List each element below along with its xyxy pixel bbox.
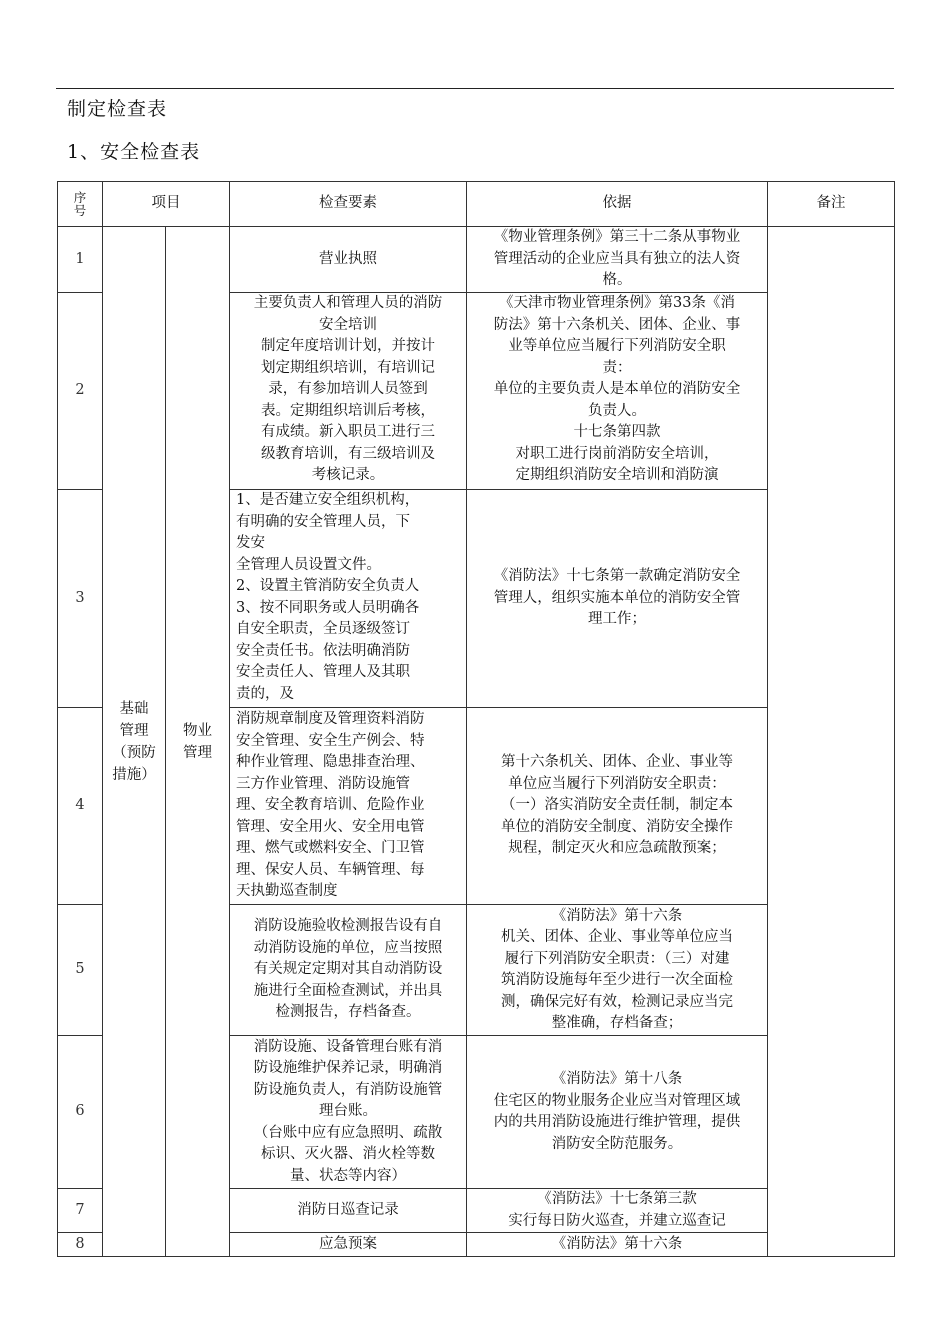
row-number: 1: [58, 227, 103, 293]
check-element: 消防日巡查记录: [230, 1189, 467, 1233]
basis-text: 《消防法》十七条第一款确定消防安全 管理人，组织实施本单位的消防安全管 理工作；: [467, 490, 768, 708]
check-element: 营业执照: [230, 227, 467, 293]
header-seq: 序号: [58, 182, 103, 227]
table-row: [58, 227, 895, 293]
row-number: 6: [58, 1036, 103, 1189]
section-title: 制定检查表: [67, 98, 168, 120]
row-number: 7: [58, 1189, 103, 1233]
header-remark: 备注: [768, 182, 895, 227]
basis-text: 《物业管理条例》第三十二条从事物业 管理活动的企业应当具有独立的法人资 格。: [467, 227, 768, 293]
remark-cell: [768, 227, 895, 1257]
row-number: 8: [58, 1233, 103, 1257]
check-element: 应急预案: [230, 1233, 467, 1257]
row-number: 5: [58, 905, 103, 1036]
table-header-row: [58, 182, 895, 227]
basis-text: 《天津市物业管理条例》第33条《消 防法》第十六条机关、团体、企业、事 业等单位应当履行下列消防安全职 责： 单位的主要负责人是本单位的消防安全 负责人。 十七条第四款 对职工进行岗前消防安全培训， 定期组织消防安全培训和消防演: [467, 293, 768, 490]
table-title: 1、安全检查表: [67, 141, 201, 163]
top-rule: [56, 88, 894, 89]
check-element: 消防规章制度及管理资料消防 安全管理、安全生产例会、特 种作业管理、隐患排查治理、 三方作业管理、消防设施管 理、安全教育培训、危险作业 管理、安全用火、安全用电管 理、燃气或燃料安全、门卫管 理、保安人员、车辆管理、每 天执勤巡查制度: [230, 708, 467, 905]
row-number: 4: [58, 708, 103, 905]
check-element: 消防设施验收检测报告设有自 动消防设施的单位，应当按照 有关规定定期对其自动消防设 施进行全面检查测试，并出具 检测报告，存档备查。: [230, 905, 467, 1036]
row-number: 2: [58, 293, 103, 490]
check-element: 1、是否建立安全组织机构， 有明确的安全管理人员，下 发安 全管理人员设置文件。 2、设置主管消防安全负责人 3、按不同职务或人员明确各 自安全职责，全员逐级签订 安全责任书。依法明确消防 安全责任人、管理人及其职 责的，及: [230, 490, 467, 708]
header-item: 项目: [103, 182, 230, 227]
safety-check-table: [57, 181, 895, 1257]
basis-text: 《消防法》第十六条: [467, 1233, 768, 1257]
check-element: 消防设施、设备管理台账有消 防设施维护保养记录，明确消 防设施负责人，有消防设施管 理台账。 （台账中应有应急照明、疏散 标识、灭火器、消火栓等数 量、状态等内容）: [230, 1036, 467, 1189]
basis-text: 第十六条机关、团体、企业、事业等 单位应当履行下列消防安全职责： （一）洛实消防安全责任制，制定本 单位的消防安全制度、消防安全操作 规程，制定灭火和应急疏散预案；: [467, 708, 768, 905]
row-number: 3: [58, 490, 103, 708]
basis-text: 《消防法》十七条第三款 实行每日防火巡查，并建立巡查记: [467, 1189, 768, 1233]
category-basic-management: 基础 管理 （预防 措施）: [103, 227, 166, 1257]
basis-text: 《消防法》第十六条 机关、团体、企业、事业等单位应当 履行下列消防安全职责：（三）对建 筑消防设施每年至少进行一次全面检 测，确保完好有效，检测记录应当完 整准确，存档备查；: [467, 905, 768, 1036]
header-basis: 依据: [467, 182, 768, 227]
category-property-management: 物业 管理: [166, 227, 230, 1257]
header-elements: 检查要素: [230, 182, 467, 227]
basis-text: 《消防法》第十八条 住宅区的物业服务企业应当对管理区域 内的共用消防设施进行维护管理，提供 消防安全防范服务。: [467, 1036, 768, 1189]
check-element: 主要负责人和管理人员的消防 安全培训 制定年度培训计划，并按计 划定期组织培训，有培训记 录，有参加培训人员签到 表。定期组织培训后考核， 有成绩。新入职员工进行三 级教育培训，有三级培训及 考核记录。: [230, 293, 467, 490]
